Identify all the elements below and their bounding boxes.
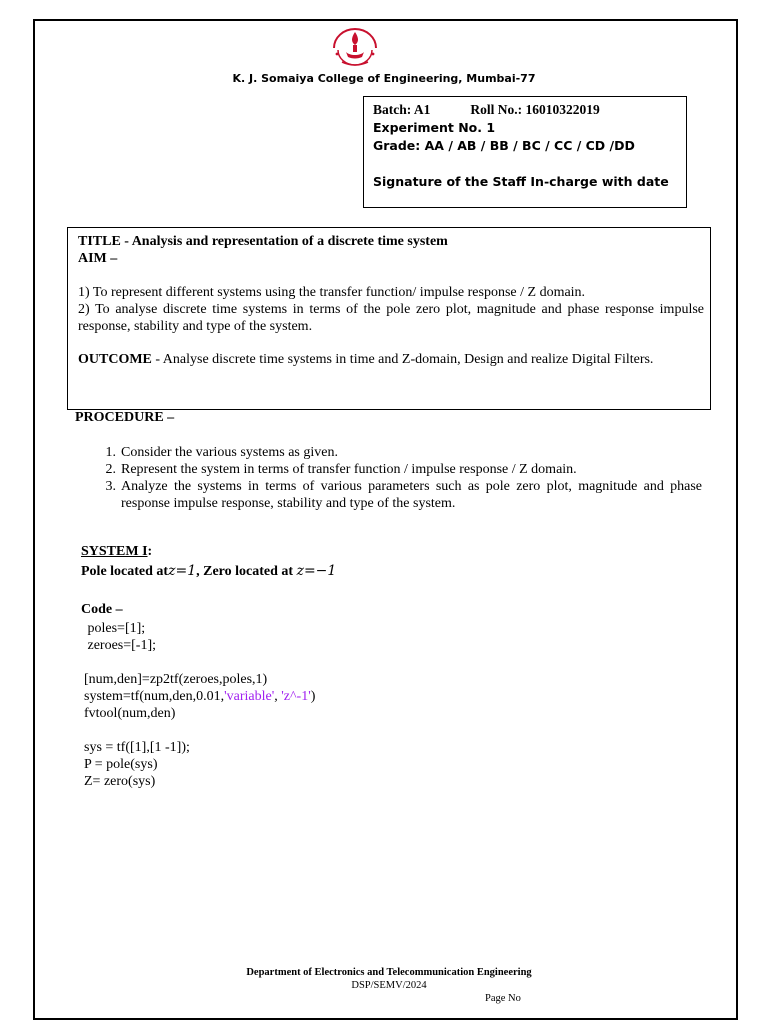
- step-number: 2.: [105, 462, 116, 477]
- code-line: [num,den]=zp2tf(zeroes,poles,1): [84, 672, 268, 687]
- code-string: 'variable': [224, 689, 275, 704]
- outcome-label: OUTCOME: [78, 352, 152, 367]
- somaiya-logo-icon: [328, 26, 382, 70]
- title-aim-box: [67, 227, 711, 410]
- footer-department: Department of Electronics and Telecommunication Engineering: [246, 967, 532, 978]
- step-text: Consider the various systems as given.: [121, 445, 338, 460]
- procedure-heading: PROCEDURE –: [75, 410, 175, 425]
- batch-label: Batch: A1: [373, 102, 431, 117]
- staff-signature-label: Signature of the Staff In-charge with date: [373, 174, 669, 189]
- roll-number: Roll No.: 16010322019: [470, 102, 600, 117]
- outcome-text: - Analyse discrete time systems in time and Z-domain, Design and realize Digital Filters.: [151, 352, 654, 367]
- experiment-number: Experiment No. 1: [373, 120, 496, 135]
- batch-info-box: [363, 96, 687, 208]
- footer-page-number: Page No: [485, 993, 521, 1004]
- system-title: SYSTEM I: [81, 544, 148, 559]
- procedure-step: [90, 461, 702, 478]
- outcome-paragraph: [78, 351, 704, 368]
- step-number: 3.: [105, 479, 116, 494]
- pole-prefix: Pole located at: [81, 564, 169, 579]
- step-text: Analyze the systems in terms of various parameters such as pole zero plot, magnitude and phase response impulse response, stability and type of the system.: [121, 479, 702, 511]
- code-line: poles=[1];: [84, 621, 146, 636]
- code-segment: ): [310, 689, 316, 704]
- system-colon: :: [147, 544, 153, 559]
- aim-heading: AIM –: [78, 251, 118, 266]
- code-line: zeroes=[-1];: [84, 638, 157, 653]
- code-block: [84, 620, 315, 790]
- college-name: K. J. Somaiya College of Engineering, Mumbai-77: [232, 72, 536, 85]
- pole-zero-line: [81, 563, 336, 580]
- code-heading: Code –: [81, 602, 123, 617]
- procedure-step: [90, 444, 702, 461]
- step-text: Represent the system in terms of transfer function / impulse response / Z domain.: [121, 462, 577, 477]
- batch-roll-line: [373, 101, 677, 119]
- code-line: [84, 688, 315, 705]
- footer-course: DSP/SEMV/2024: [351, 980, 427, 991]
- experiment-title: TITLE - Analysis and representation of a discrete time system: [78, 234, 448, 249]
- code-string: 'z^-1': [281, 689, 311, 704]
- zero-prefix: , Zero located at: [196, 564, 297, 579]
- code-line: fvtool(num,den): [84, 706, 176, 721]
- code-line: P = pole(sys): [84, 757, 158, 772]
- code-line: Z= zero(sys): [84, 774, 156, 789]
- code-segment: ,: [274, 689, 282, 704]
- procedure-step: [90, 478, 702, 512]
- code-segment: system=tf(num,den,0.01,: [84, 689, 225, 704]
- system-heading: [81, 544, 152, 560]
- step-number: 1.: [105, 445, 116, 460]
- zero-value: z=−1: [296, 563, 337, 579]
- aim-item-2: 2) To analyse discrete time systems in terms of the pole zero plot, magnitude and phase response impulse response, stability and type of the system.: [78, 302, 704, 334]
- grade-options: Grade: AA / AB / BB / BC / CC / CD /DD: [373, 138, 635, 153]
- code-line: sys = tf([1],[1 -1]);: [84, 740, 190, 755]
- pole-value: z=1: [168, 563, 197, 579]
- procedure-list: [90, 444, 702, 512]
- aim-item-1: 1) To represent different systems using the transfer function/ impulse response / Z domain.: [78, 285, 586, 300]
